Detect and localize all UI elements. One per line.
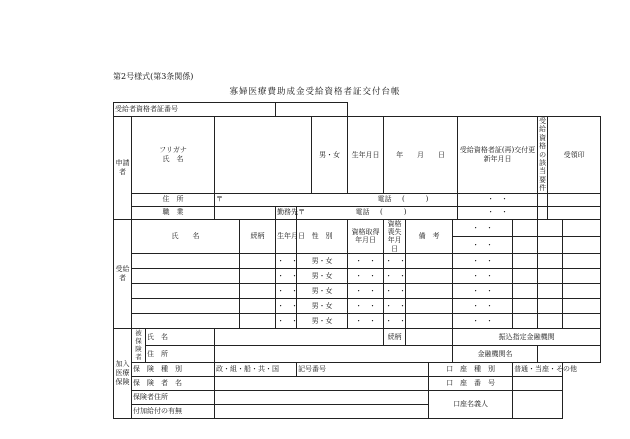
ins-name-label: 氏 名	[146, 329, 215, 346]
recipient-cell[interactable]: ・ ・	[276, 269, 297, 284]
recipient-cell[interactable]	[240, 284, 276, 299]
account-type-choices[interactable]: 普通・当座・その他	[513, 362, 563, 376]
ins-name-value[interactable]	[215, 329, 384, 346]
recipient-cell[interactable]: ・ ・	[276, 314, 297, 329]
recipient-cell[interactable]: ・ ・	[453, 284, 513, 299]
recipient-cell[interactable]: ・ ・	[276, 299, 297, 314]
recipient-cell[interactable]: ・ ・	[348, 284, 384, 299]
recipient-row	[114, 254, 601, 269]
recipient-cell[interactable]	[132, 314, 240, 329]
col-sex-label: 性 別	[297, 219, 348, 254]
insurer-name-label: 保 険 者 名	[132, 376, 215, 390]
recipient-cell[interactable]	[563, 314, 601, 329]
recipient-cell[interactable]: ・ ・	[453, 299, 513, 314]
register-cell[interactable]	[538, 206, 548, 219]
workplace-value[interactable]	[297, 206, 458, 219]
eligibility-label: 受給資格の該当要件	[539, 117, 547, 193]
bank-name-label: 金融機関名	[453, 345, 538, 362]
recipient-cell[interactable]: ・ ・	[384, 254, 406, 269]
ins-address-value[interactable]	[215, 345, 453, 362]
recipient-cell[interactable]	[513, 284, 538, 299]
recipient-cell[interactable]	[513, 299, 538, 314]
recipient-cell[interactable]	[240, 254, 276, 269]
recipient-row	[114, 314, 601, 329]
insurer-address-label: 保険者住所	[132, 390, 215, 404]
recipient-cell[interactable]	[563, 284, 601, 299]
register-cell[interactable]	[513, 219, 538, 236]
recipient-cell[interactable]: ・ ・	[348, 299, 384, 314]
recipient-cell[interactable]	[538, 314, 563, 329]
recipient-cell[interactable]: 男・女	[297, 269, 348, 284]
bank-title: 振込指定金融機関	[453, 329, 601, 346]
register-cell[interactable]	[548, 206, 601, 219]
recipient-row	[114, 269, 601, 284]
recipient-cell[interactable]	[513, 314, 538, 329]
recipients-group-label: 受給者	[114, 219, 132, 329]
insurance-type-choices[interactable]: 政・組・船・共・国	[215, 362, 297, 376]
name-label: 氏 名	[162, 154, 184, 163]
issue-date-label: 受給資格者証(再)交付更新年月日	[458, 117, 538, 194]
recipient-cell[interactable]: 男・女	[297, 254, 348, 269]
account-holder-label: 口座名義人	[429, 390, 513, 418]
recipient-cell[interactable]	[132, 254, 240, 269]
insured-person-label: 被保険者	[132, 329, 146, 363]
recipient-cell[interactable]	[406, 299, 453, 314]
recipient-cell[interactable]	[132, 269, 240, 284]
issue-date-4[interactable]: ・ ・	[453, 236, 513, 253]
insurance-type-label: 保 険 種 別	[132, 362, 215, 376]
insurance-group-label: 加入医療保険	[114, 329, 132, 419]
cert-number-value[interactable]	[276, 103, 348, 117]
recipient-cell[interactable]	[240, 299, 276, 314]
col-lost-label: 資格喪失年月日	[384, 219, 406, 254]
recipient-cell[interactable]	[563, 269, 601, 284]
recipient-cell[interactable]	[538, 254, 563, 269]
col-relation-label: 続柄	[240, 219, 276, 254]
recipient-cell[interactable]	[132, 299, 240, 314]
applicant-group-label: 申請者	[114, 117, 132, 220]
receipt-seal-label: 受領印	[548, 117, 601, 194]
ins-address-label: 住 所	[146, 345, 215, 362]
address-value[interactable]	[215, 193, 458, 206]
register-cell[interactable]	[538, 219, 563, 236]
recipient-cell[interactable]: ・ ・	[453, 269, 513, 284]
col-acquired-label: 資格取得年月日	[348, 219, 384, 254]
register-cell[interactable]	[563, 236, 601, 253]
account-number-value[interactable]	[513, 376, 563, 390]
phone-label: 電話	[377, 195, 392, 204]
account-number-label: 口 座 番 号	[429, 376, 513, 390]
recipient-cell[interactable]: ・ ・	[276, 254, 297, 269]
account-holder-value[interactable]	[513, 390, 563, 418]
recipient-cell[interactable]: ・ ・	[384, 299, 406, 314]
issue-date-1[interactable]: ・ ・	[458, 193, 538, 206]
recipient-cell[interactable]: 男・女	[297, 284, 348, 299]
register-cell[interactable]	[348, 103, 601, 117]
recipient-cell[interactable]: 男・女	[297, 314, 348, 329]
eligibility-value[interactable]	[538, 193, 548, 206]
register-cell[interactable]	[563, 219, 601, 236]
recipient-cell[interactable]	[240, 269, 276, 284]
recipient-cell[interactable]	[538, 299, 563, 314]
furigana-label: フリガナ	[159, 146, 187, 155]
recipient-cell[interactable]: ・ ・	[453, 254, 513, 269]
recipient-cell[interactable]	[563, 254, 601, 269]
col-remarks-label: 備 考	[406, 219, 453, 254]
recipient-cell[interactable]	[240, 314, 276, 329]
recipient-cell[interactable]: ・ ・	[384, 284, 406, 299]
workplace-postal-mark: 〒	[298, 208, 306, 217]
form-number: 第2号様式(第3条関係)	[113, 72, 194, 81]
occupation-value[interactable]	[215, 206, 276, 219]
recipient-row	[114, 284, 601, 299]
recipient-cell[interactable]	[513, 269, 538, 284]
recipient-cell[interactable]	[406, 254, 453, 269]
recipient-cell[interactable]	[132, 284, 240, 299]
workplace-phone-parens: ( )	[380, 208, 407, 217]
recipient-cell[interactable]: ・ ・	[384, 269, 406, 284]
relation-label: 続柄	[384, 329, 406, 346]
issue-date-3[interactable]: ・ ・	[453, 219, 513, 236]
recipient-cell[interactable]	[406, 284, 453, 299]
recipient-cell[interactable]: ・ ・	[348, 254, 384, 269]
recipient-cell[interactable]	[513, 254, 538, 269]
postal-mark: 〒	[216, 195, 223, 204]
birth-date-value[interactable]: 年 月 日	[384, 117, 458, 194]
benefit-status-value[interactable]	[215, 404, 429, 418]
receipt-seal-value[interactable]	[548, 193, 601, 206]
cert-number-label: 受給者資格者証番号	[114, 103, 276, 117]
insurer-name-value[interactable]	[215, 376, 429, 390]
recipient-cell[interactable]: ・ ・	[384, 314, 406, 329]
recipient-cell[interactable]: 男・女	[297, 299, 348, 314]
recipient-cell[interactable]	[406, 269, 453, 284]
recipient-cell[interactable]	[538, 269, 563, 284]
furigana-name-label	[132, 117, 215, 194]
relation-value[interactable]	[406, 329, 453, 346]
recipient-cell[interactable]	[538, 284, 563, 299]
symbol-number-label[interactable]: 記号番号	[297, 362, 429, 376]
recipient-cell[interactable]	[406, 314, 453, 329]
insurer-address-value[interactable]	[215, 390, 429, 404]
recipient-cell[interactable]: ・ ・	[348, 314, 384, 329]
register-table	[113, 102, 601, 419]
recipient-cell[interactable]: ・ ・	[453, 314, 513, 329]
address-label: 住 所	[132, 193, 215, 206]
workplace-phone-label: 電話	[355, 208, 370, 217]
applicant-name-value[interactable]	[215, 117, 312, 194]
account-type-label: 口 座 種 別	[429, 362, 513, 376]
occupation-label: 職 業	[132, 206, 215, 219]
benefit-status-label: 付加給付の有無	[132, 404, 215, 418]
recipient-cell[interactable]: ・ ・	[348, 269, 384, 284]
phone-parens: ( )	[401, 195, 429, 204]
register-cell[interactable]	[538, 236, 563, 253]
birth-date-label: 生年月日	[348, 117, 384, 194]
bank-name-value[interactable]	[538, 345, 601, 362]
document-title: 寡婦医療費助成金受給資格者証交付台帳	[229, 87, 401, 97]
issue-date-2[interactable]: ・ ・	[458, 206, 538, 219]
recipient-cell[interactable]: ・ ・	[276, 284, 297, 299]
recipient-row	[114, 299, 601, 314]
register-cell[interactable]	[513, 236, 538, 253]
applicant-sex[interactable]: 男・女	[312, 117, 348, 194]
col-birth-label: 生年月日	[276, 219, 297, 254]
workplace-label: 勤務先	[276, 206, 297, 219]
col-name-label: 氏 名	[132, 219, 240, 254]
recipient-cell[interactable]	[563, 299, 601, 314]
